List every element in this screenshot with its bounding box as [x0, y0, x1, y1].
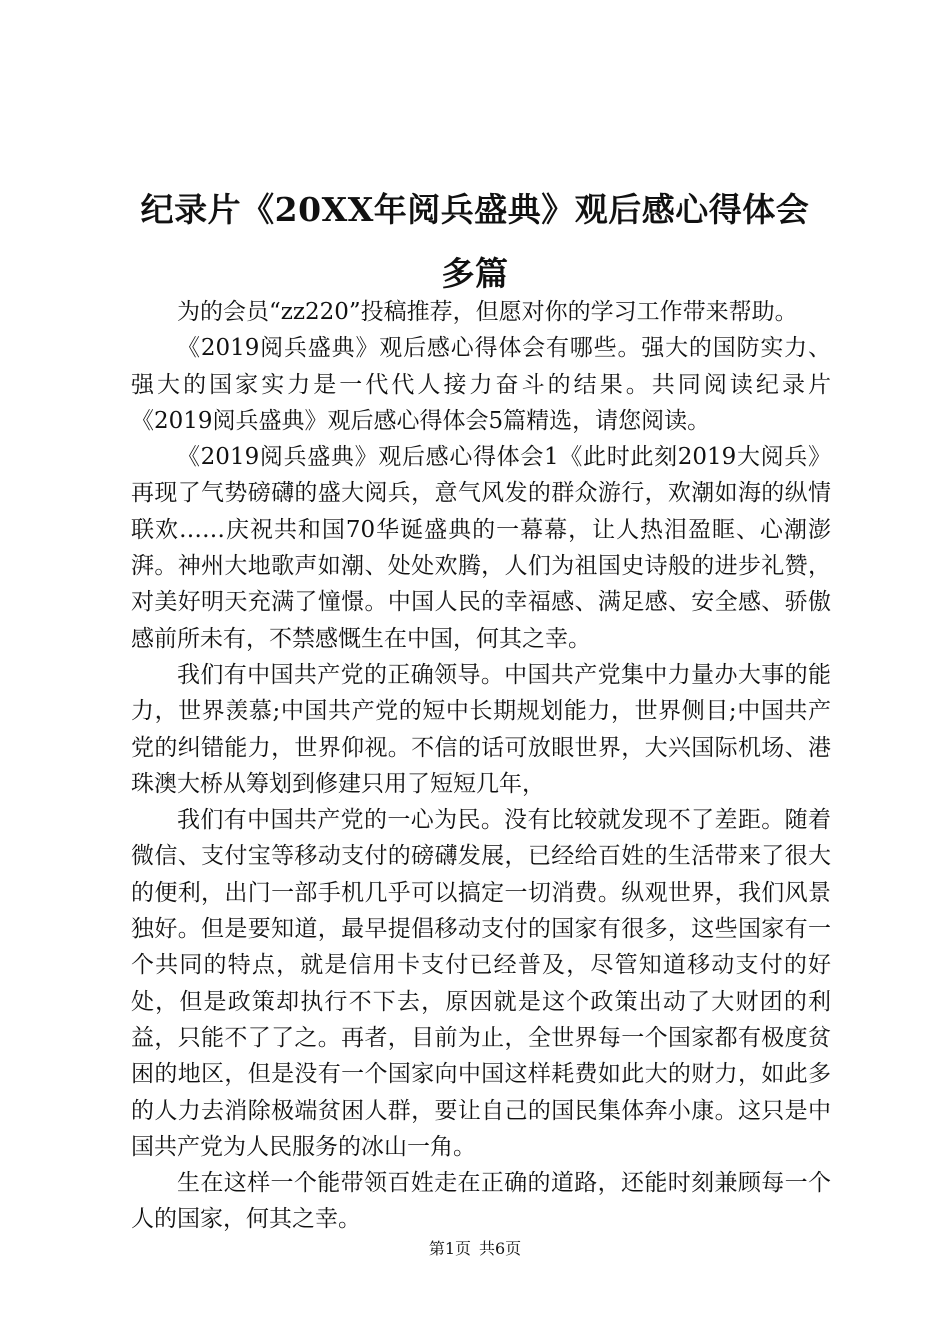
paragraph-conclusion: 生在这样一个能带领百姓走在正确的道路，还能时刻兼顾每一个人的国家，何其之幸。	[131, 1170, 831, 1233]
page-total: 共6页	[479, 1239, 522, 1258]
paragraph-people: 我们有中国共产党的一心为民。没有比较就发现不了差距。随着微信、支付宝等移动支付的磅礴发展，已经给百姓的生活带来了很大的便利，出门一部手机几乎可以搞定一切消费。纵观世界，我们风景独好。但是要知道，最早提倡移动支付的国家有很多，这些国家有一个共同的特点，就是信用卡支付已经普及，尽管知道移动支付的好处，但是政策却执行不下去，原因就是这个政策出动了大财团的利益，只能不了了之。再者，目前为止，全世界每一个国家都有极度贫困的地区，但是没有一个国家向中国这样耗费如此大的财力，如此多的人力去消除极端贫困人群，要让自己的国民集体奔小康。这只是中国共产党为人民服务的冰山一角。	[131, 807, 831, 1160]
paragraph-summary: 《2019阅兵盛典》观后感心得体会有哪些。强大的国防实力、强大的国家实力是一代代人接力奋斗的结果。共同阅读纪录片《2019阅兵盛典》观后感心得体会5篇精选，请您阅读。	[131, 335, 831, 434]
title-line-1: 纪录片《20XX年阅兵盛典》观后感心得体会	[140, 190, 810, 229]
paragraph-leadership: 我们有中国共产党的正确领导。中国共产党集中力量办大事的能力，世界羡慕;中国共产党的短中长期规划能力，世界侧目;中国共产党的纠错能力，世界仰视。不信的话可放眼世界，大兴国际机场、港珠澳大桥从筹划到修建只用了短短几年，	[131, 661, 831, 797]
title-line-2: 多篇	[441, 254, 509, 293]
page-footer	[0, 1238, 950, 1260]
page-number: 第1页	[428, 1239, 471, 1258]
document-body	[131, 294, 831, 1238]
document-title	[110, 178, 840, 306]
paragraph-intro: 为的会员“zz220”投稿推荐，但愿对你的学习工作带来帮助。	[177, 299, 798, 325]
paragraph-essay-1: 《2019阅兵盛典》观后感心得体会1《此时此刻2019大阅兵》再现了气势磅礴的盛大阅兵，意气风发的群众游行，欢潮如海的纵情联欢……庆祝共和国70华诞盛典的一幕幕，让人热泪盈眶、心潮澎湃。神州大地歌声如潮、处处欢腾，人们为祖国史诗般的进步礼赞，对美好明天充满了憧憬。中国人民的幸福感、满足感、安全感、骄傲感前所未有，不禁感慨生在中国，何其之幸。	[131, 444, 831, 652]
